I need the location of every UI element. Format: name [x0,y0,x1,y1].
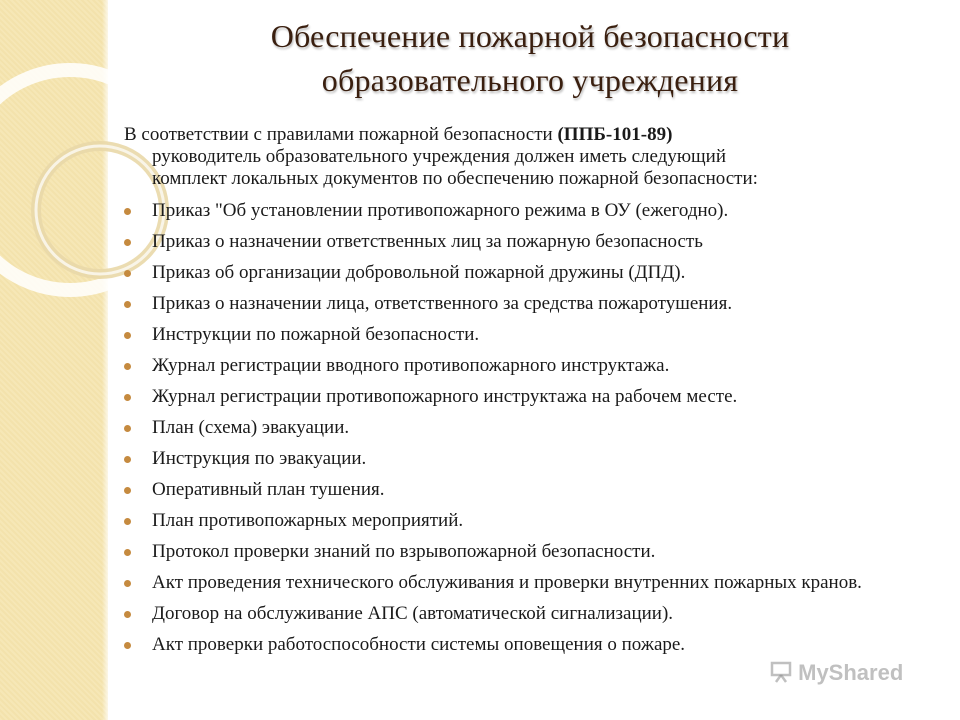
bullet-icon [124,611,131,618]
bullet-icon [124,394,131,401]
list-item [124,417,924,439]
bullet-icon [124,549,131,556]
list-item-text: Акт проверки работоспособности системы оповещения о пожаре. [152,634,686,655]
list-item [124,355,924,377]
bullet-icon [124,270,131,277]
bullet-icon [124,332,131,339]
watermark [770,660,903,690]
list-item-text: Инструкция по эвакуации. [152,448,367,469]
bullet-icon [124,642,131,649]
list-item-text: Протокол проверки знаний по взрывопожарной безопасности. [152,541,656,562]
bullet-icon [124,456,131,463]
list-item [124,386,924,408]
list-item-text: План противопожарных мероприятий. [152,510,464,531]
list-item-text: Акт проведения технического обслуживания и проверки внутренних пожарных кранов. [152,572,862,593]
slide-title-line-2: образовательного учреждения [321,62,739,98]
slide-title [140,14,920,102]
list-item-text: Договор на обслуживание АПС (автоматической сигнализации). [152,603,674,624]
intro-line-3: комплект локальных документов по обеспечению пожарной безопасности: [152,168,758,189]
list-item-text: Инструкции по пожарной безопасности. [152,324,480,345]
bullet-icon [124,239,131,246]
list-item [124,634,924,656]
list-item-text: Журнал регистрации вводного противопожарного инструктажа. [152,355,670,376]
bullet-icon [124,518,131,525]
list-item [124,231,924,253]
slide-title-line-1: Обеспечение пожарной безопасности [270,18,790,54]
intro-paragraph [124,124,924,190]
list-item-text: Приказ о назначении лица, ответственного за средства пожаротушения. [152,293,733,314]
list-item [124,448,924,470]
list-item [124,603,924,625]
list-item [124,200,924,222]
list-item [124,324,924,346]
list-item [124,510,924,532]
watermark-text: MyShared [798,660,904,685]
list-item-text: План (схема) эвакуации. [152,417,350,438]
list-item-text: Оперативный план тушения. [152,479,385,500]
list-item [124,262,924,284]
list-item [124,479,924,501]
intro-text-start: В соответствии с правилами пожарной безопасности [124,124,558,145]
intro-code: (ППБ-101-89) [557,124,673,145]
list-item-text: Приказ о назначении ответственных лиц за пожарную безопасность [152,231,703,252]
list-item [124,541,924,563]
bullet-icon [124,487,131,494]
bullet-icon [124,363,131,370]
intro-line-2: руководитель образовательного учреждения должен иметь следующий [152,146,726,167]
bullet-icon [124,580,131,587]
list-item-text: Приказ "Об установлении противопожарного режима в ОУ (ежегодно). [152,200,729,221]
documents-list [124,200,924,665]
decorative-side-panel [0,0,108,720]
bullet-icon [124,208,131,215]
bullet-icon [124,301,131,308]
list-item [124,293,924,315]
list-item [124,572,924,594]
bullet-icon [124,425,131,432]
list-item-text: Приказ об организации добровольной пожарной дружины (ДПД). [152,262,686,283]
list-item-text: Журнал регистрации противопожарного инструктажа на рабочем месте. [152,386,738,407]
presentation-screen-icon [770,660,792,684]
